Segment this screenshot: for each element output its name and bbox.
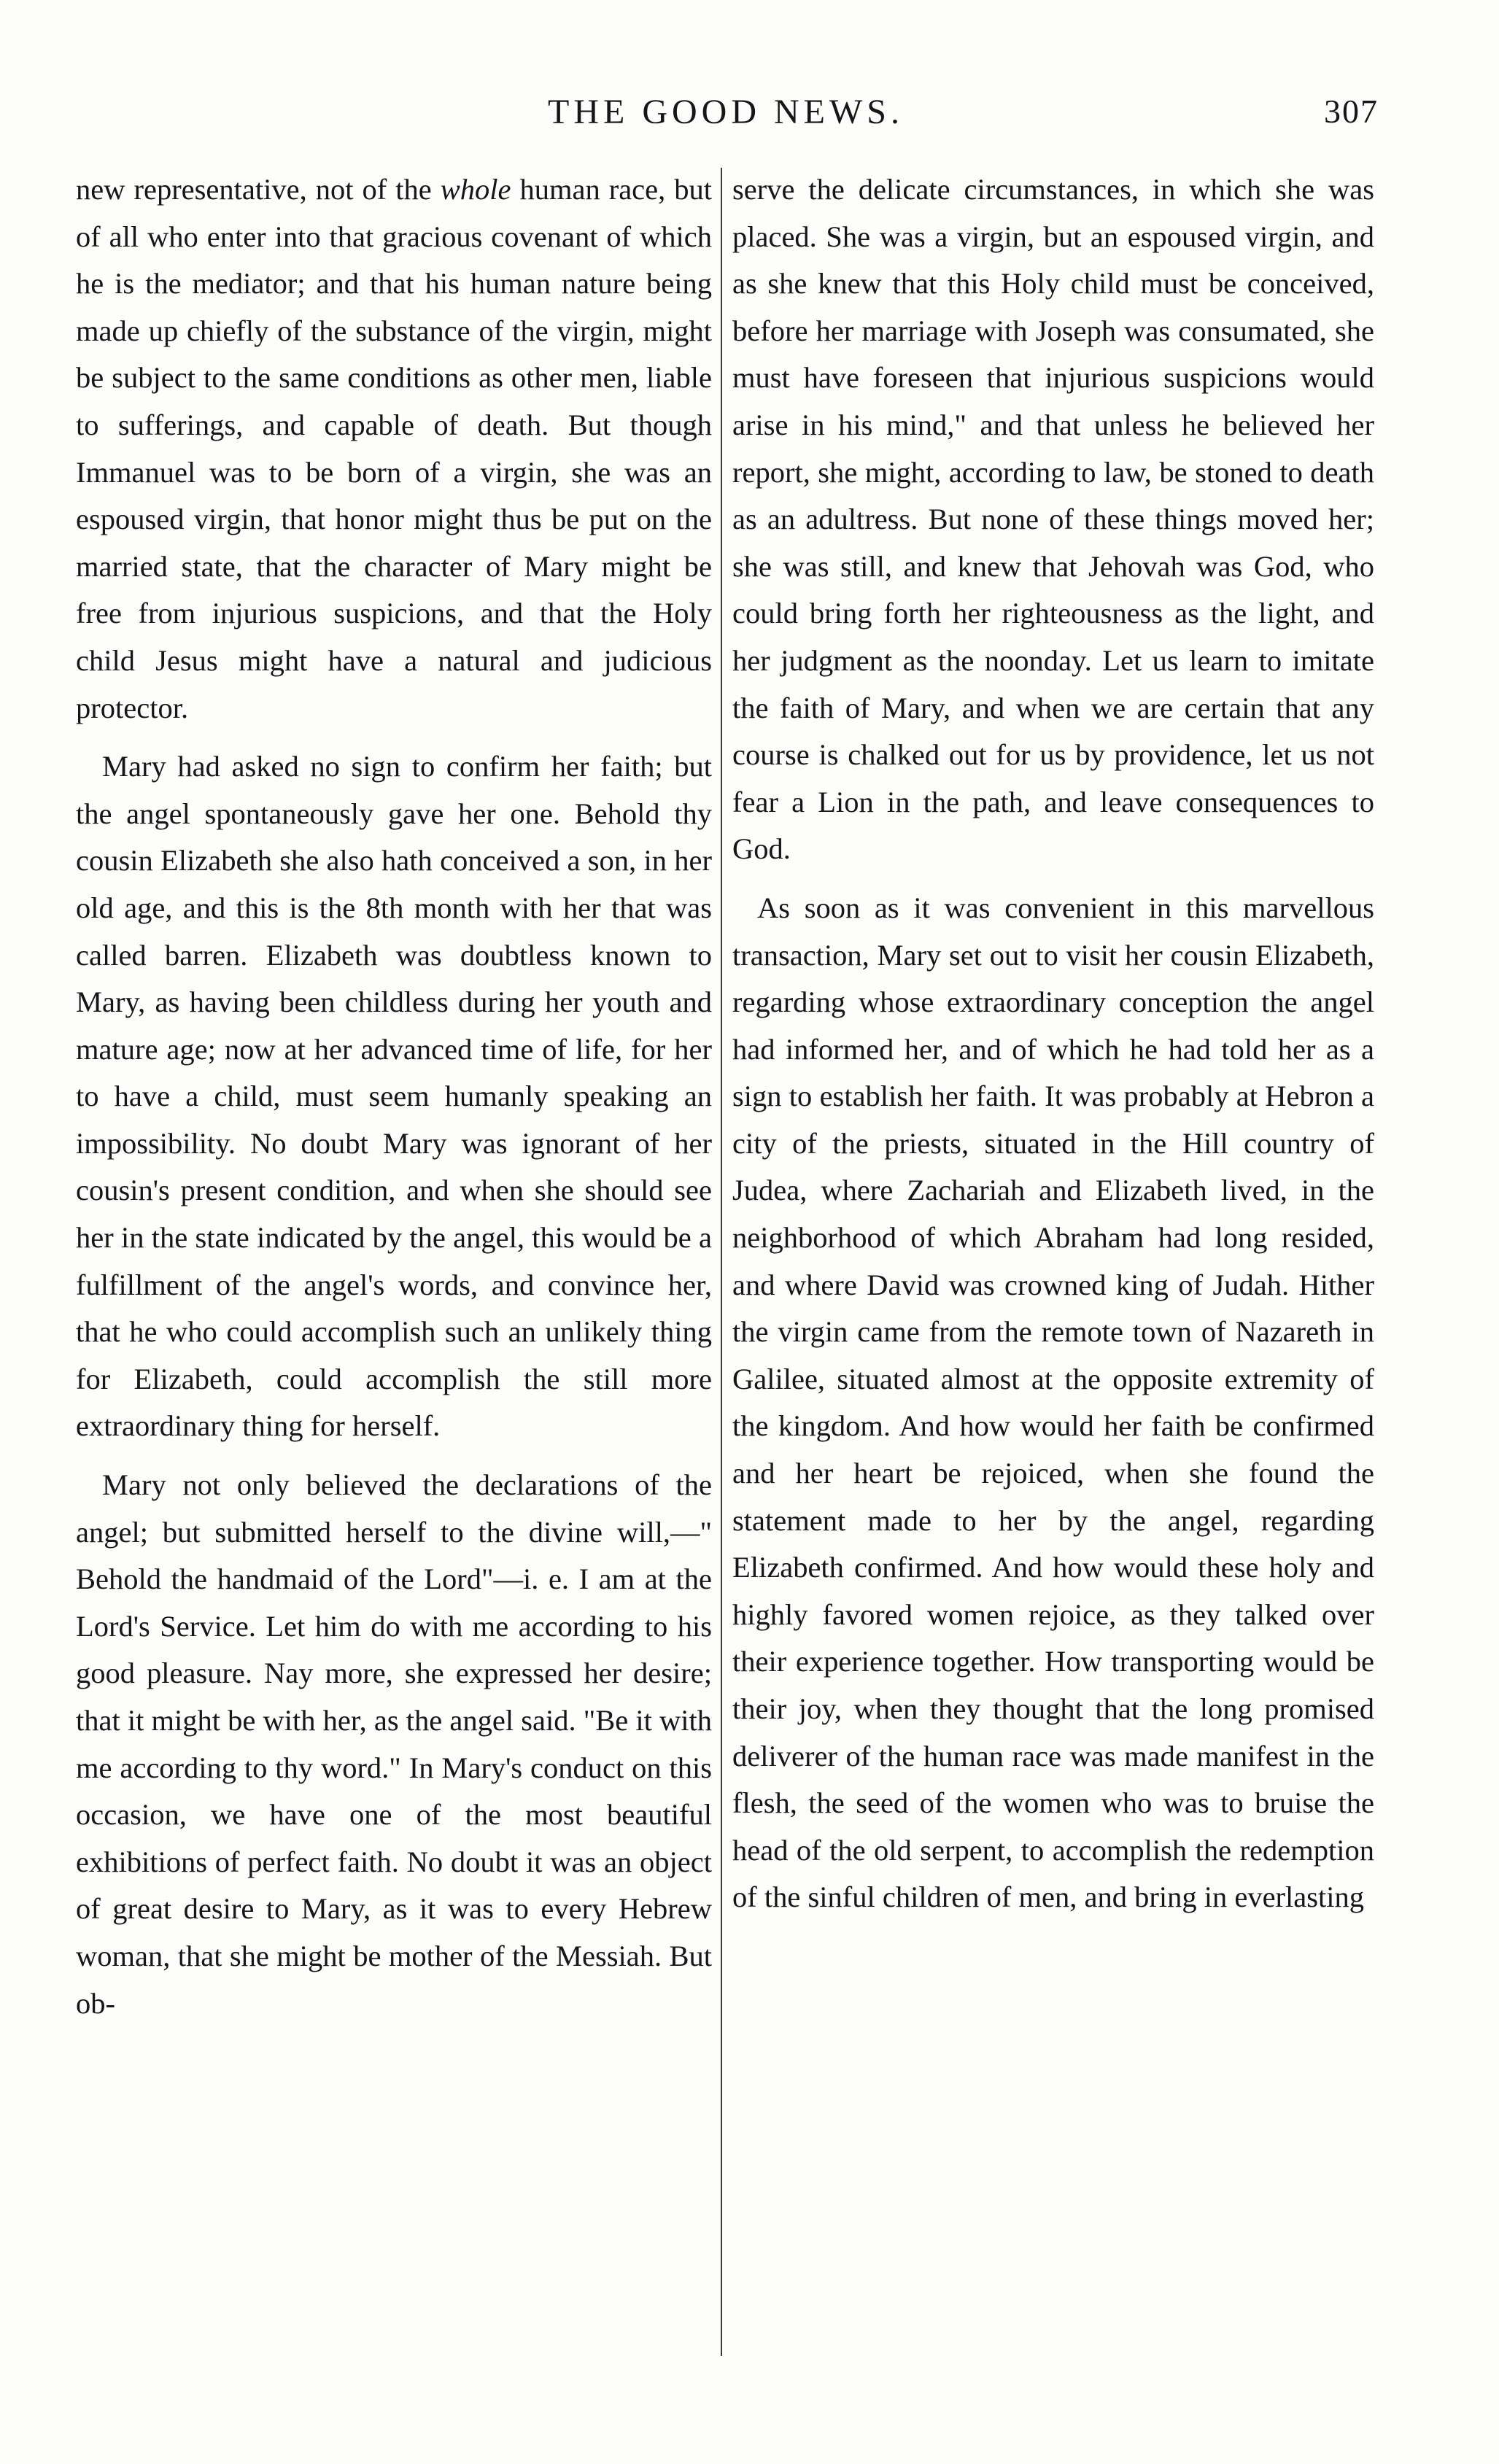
left-paragraph-3: Mary not only believed the declarations of the angel; but submitted herself to the divine will,—" Behold the handmaid of the Lord"—i. e. I am at the Lord's Service. Let him do with me according to his good pleasure. Nay more, she expressed her desire; that it might be with her, as the angel said. "Be it with me according to thy word." In Mary's conduct on this occasion, we have one of the most beautiful exhibitions of perfect faith. No doubt it was an object of great desire to Mary, as it was to every Hebrew woman, that she might be mother of the Messiah. But ob- bbox=[76, 1468, 712, 2020]
left-paragraph-2: Mary had asked no sign to confirm her faith; but the angel spontaneously gave her one. Behold thy cousin Elizabeth she also hath conceived a son, in her old age, and this is the 8th month with her that was called barren. Elizabeth was doubtless known to Mary, as having been childless during her youth and mature age; now at her advanced time of life, for her to have a child, must seem humanly speaking an impossibility. No doubt Mary was ignorant of her cousin's present condition, and when she should see her in the state indicated by the angel, this would be a fulfillment of the angel's words, and convince her, that he who could accomplish such an unlikely thing for Elizabeth, could accomplish the still more extraordinary thing for herself. bbox=[76, 750, 712, 1443]
right-column bbox=[732, 166, 1374, 1921]
left-p1-italic-word: whole bbox=[440, 173, 511, 206]
running-head bbox=[73, 86, 1379, 137]
right-paragraph-1: serve the delicate circumstances, in which she was placed. She was a virgin, but an espoused virgin, and as she knew that this Holy child must be conceived, before her marriage with Joseph was consumated, she must have foreseen that injurious suspicions would arise in his mind," and that unless he believed her report, she might, according to law, be stoned to death as an adultress. But none of these things moved her; she was still, and knew that Jehovah was God, who could bring forth her righteousness as the light, and her judgment as the noonday. Let us learn to imitate the faith of Mary, and when we are certain that any course is chalked out for us by providence, let us not fear a Lion in the path, and leave consequences to God. bbox=[732, 173, 1374, 866]
left-column bbox=[76, 166, 712, 2027]
left-p1-text-end: human race, but of all who enter into that gracious covenant of which he is the mediator; and that his human nature being made up chiefly of the substance of the virgin, might be subject to the same conditions as other men, liable to sufferings, and capable of death. But though Immanuel was to be born of a virgin, she was an espoused virgin, that honor might thus be put on the married state, that the character of Mary might be free from injurious suspicions, and that the Holy child Jesus might have a natural and judicious protector. bbox=[76, 173, 712, 724]
left-p1-text-start: new representative, not of the bbox=[76, 173, 441, 206]
running-title: THE GOOD NEWS. bbox=[548, 93, 904, 131]
column-divider bbox=[721, 168, 722, 2356]
page-number: 307 bbox=[1324, 93, 1379, 130]
left-paragraph-1 bbox=[76, 166, 712, 732]
right-paragraph-2: As soon as it was convenient in this marvellous transaction, Mary set out to visit her cousin Elizabeth, regarding whose extraordinary conception the angel had informed her, and of which he had told her as a sign to establish her faith. It was probably at Hebron a city of the priests, situated in the Hill country of Judea, where Zachariah and Elizabeth lived, in the neighborhood of which Abraham had long resided, and where David was crowned king of Judah. Hither the virgin came from the remote town of Nazareth in Galilee, situated almost at the opposite extremity of the kingdom. And how would her faith be confirmed and her heart be rejoiced, when she found the statement made to her by the angel, regarding Elizabeth confirmed. And how would these holy and highly favored women rejoice, as they talked over their experience together. How transporting would be their joy, when they thought that the long promised deliverer of the human race was made manifest in the flesh, the seed of the women who was to bruise the head of the old serpent, to accomplish the redemption of the sinful children of men, and bring in everlasting bbox=[732, 891, 1374, 1914]
